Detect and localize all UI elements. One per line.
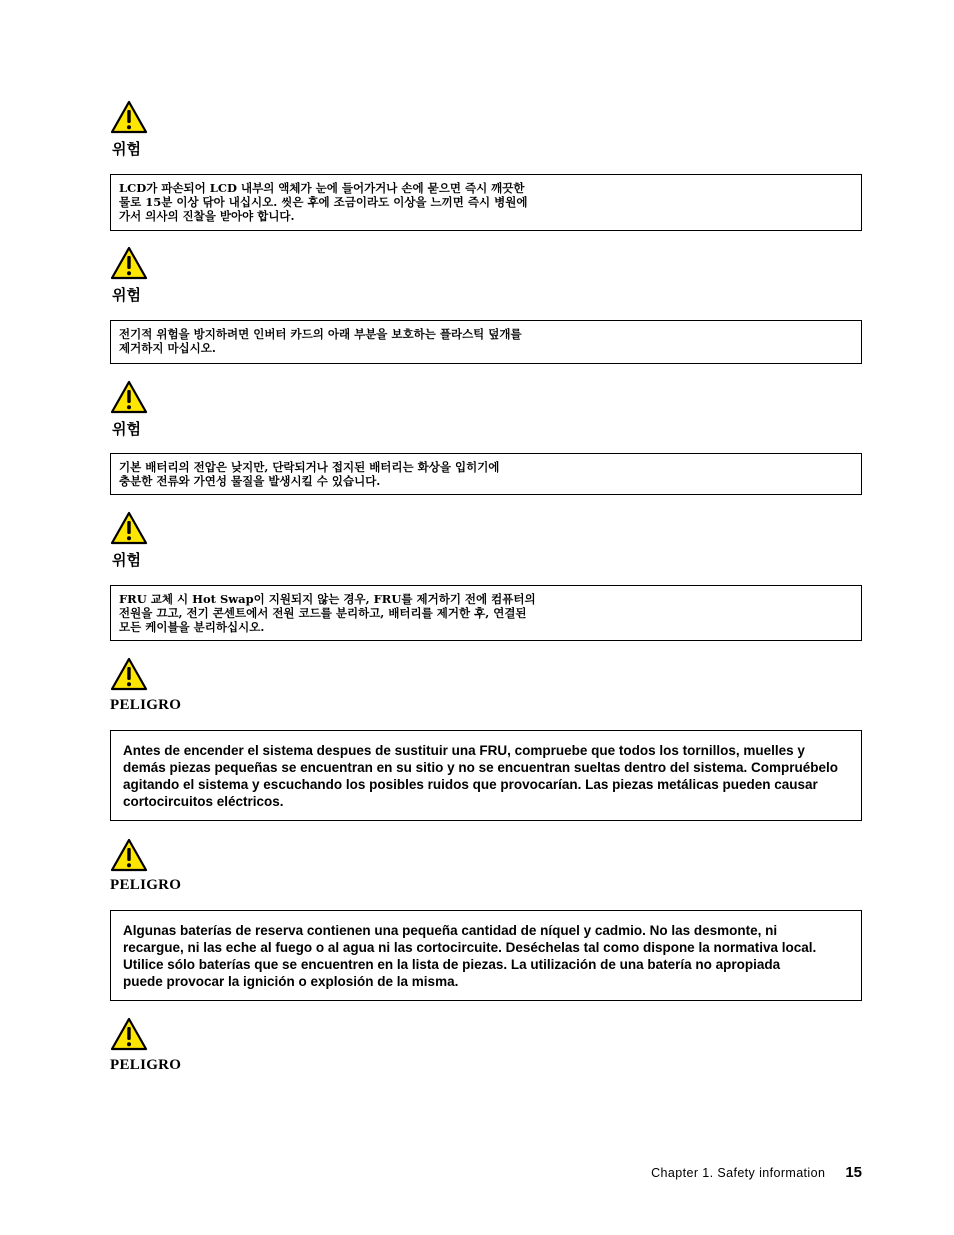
warning-triangle-icon [110, 657, 148, 691]
notice-box [110, 453, 862, 495]
warning-triangle-icon [110, 838, 148, 872]
notice-box [110, 320, 862, 364]
notice-text-line: Antes de encender el sistema despues de sustituir una FRU, compruebe que todos los tornillos, muelles y [123, 743, 805, 758]
chapter-title: Chapter 1. Safety information [651, 1166, 826, 1180]
danger-label: 위험 [112, 551, 141, 569]
notice-text-line: 전원을 끄고, 전기 콘센트에서 전원 코드를 분리하고, 배터리를 제거한 후, 연결된 [119, 606, 527, 620]
peligro-label: PELIGRO [110, 697, 182, 713]
warning-triangle-icon [110, 246, 148, 280]
notice-text-line: 기본 배터리의 전압은 낮지만, 단락되거나 접지된 배터리는 화상을 입히기에 [119, 460, 500, 474]
notice-box [110, 730, 862, 821]
danger-label: 위험 [112, 286, 141, 304]
notice-text-line: 모든 케이블을 분리하십시오. [119, 620, 265, 634]
warning-triangle-icon [110, 380, 148, 414]
page-number: 15 [845, 1164, 862, 1181]
notice-text-line: cortocircuitos eléctricos. [123, 794, 284, 809]
warning-triangle-icon [110, 1017, 148, 1051]
notice-box [110, 174, 862, 231]
notice-text-line: puede provocar la ignición o explosión de la misma. [123, 974, 459, 989]
danger-label: 위험 [112, 140, 141, 158]
notice-text-line: 물로 15분 이상 닦아 내십시오. 씻은 후에 조금이라도 이상을 느끼면 즉시 병원에 [119, 195, 528, 209]
notice-text-line: demás piezas pequeñas se encuentran en su sitio y no se encuentran sueltas dentro del sistema. Compruébelo [123, 760, 838, 775]
peligro-label: PELIGRO [110, 877, 182, 893]
notice-text-line: FRU 교체 시 Hot Swap이 지원되지 않는 경우, FRU를 제거하기 전에 컴퓨터의 [119, 592, 536, 606]
warning-triangle-icon [110, 100, 148, 134]
page-footer [651, 1164, 862, 1181]
notice-text-line: Algunas baterías de reserva contienen una pequeña cantidad de níquel y cadmio. No las desmonte, ni [123, 923, 778, 938]
notice-text-line: 충분한 전류와 가연성 물질을 발생시킬 수 있습니다. [119, 474, 381, 488]
notice-text-line: agitando el sistema y escuchando los posibles ruidos que provocarían. Las piezas metálicas pueden causar [123, 777, 818, 792]
notice-text-line: 제거하지 마십시오. [119, 341, 216, 355]
danger-label: 위험 [112, 420, 141, 438]
notice-box [110, 585, 862, 641]
notice-text-line: Utilice sólo baterías que se encuentren en la lista de piezas. La utilización de una batería no apropiada [123, 957, 781, 972]
notice-text-line: 가서 의사의 진찰을 받아야 합니다. [119, 209, 295, 223]
notice-text-line: 전기적 위험을 방지하려면 인버터 카드의 아래 부분을 보호하는 플라스틱 덮개를 [119, 327, 522, 341]
peligro-label: PELIGRO [110, 1057, 182, 1073]
notice-text-line: LCD가 파손되어 LCD 내부의 액체가 눈에 들어가거나 손에 묻으면 즉시 깨끗한 [119, 181, 525, 195]
notice-text-line: recargue, ni las eche al fuego o al agua ni las cortocircuite. Deséchelas tal como dispone la normativa local. [123, 940, 817, 955]
warning-triangle-icon [110, 511, 148, 545]
notice-box [110, 910, 862, 1001]
